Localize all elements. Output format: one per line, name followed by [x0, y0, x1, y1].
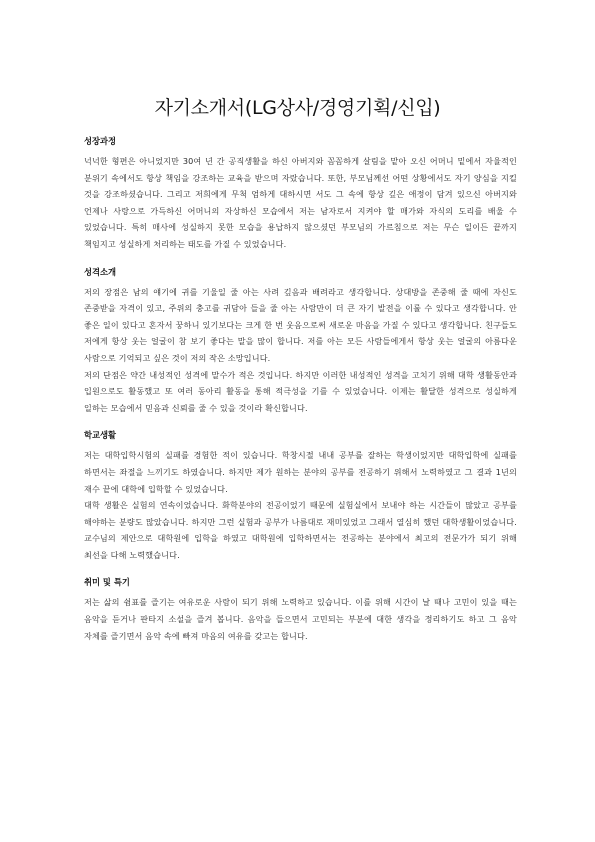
- section-school-life: [84, 430, 517, 563]
- section-heading: 성격소개: [84, 266, 117, 277]
- section-paragraph: 넉넉한 형편은 아니었지만 30여 년 간 공직생활을 하신 아버지와 꼼꼼하게 살림을 맡아 오신 어머니 밑에서 자율적인 분위기 속에서도 항상 책임을 강조하는 교육을 받으며 자랐습니다. 또한, 부모님께선 어떤 상황에서도 자기 양심을 지킬 것을 강조하셨습니다. 그리고 저희에게 무척 엄하게 대하시면 서도 그 속에 항상 깊은 애정이 담겨 있으신 아버지와 언제나 사랑으로 가득하신 어머니의 자상하신 모습에서 저는 남자로서 지켜야 할 매가와 자식의 도리를 배울 수 있었습니다. 특히 매사에 성실하지 못한 모습을 용납하지 않으셨던 부모님의 가르침으로 저는 무슨 일이든 끝까지 책임지고 성실하게 처리하는 태도를 가질 수 있었습니다.: [84, 156, 517, 249]
- section-paragraph: 저의 장점은 남의 얘기에 귀를 기울일 줄 아는 사려 깊음과 배려라고 생각합니다. 상대방을 존중해 줄 때에 자신도 존중받을 자격이 있고, 주위의 충고를 귀담아 들을 줄 아는 사람만이 더 큰 자기 발전을 이룰 수 있다고 생각합니다. 안 좋은 일이 있다고 혼자서 꿍하니 있기보다는 크게 한 번 웃음으로써 새로운 마음을 가질 수 있다고 생각합니다. 친구들도 저에게 항상 웃는 얼굴이 참 보기 좋다는 말을 많이 합니다. 저를 아는 모든 사람들에게서 항상 웃는 얼굴의 아름다운 사람으로 기억되고 싶은 것이 저의 작은 소망입니다.: [84, 286, 517, 363]
- section-paragraph: 저는 삶의 쉼표를 즐기는 여유로운 사람이 되기 위해 노력하고 있습니다. 이를 위해 시간이 날 때나 고민이 있을 때는 음악을 듣거나 판타지 소설을 즐겨 봅니다. 음악을 들으면서 고민되는 부분에 대한 생각을 정리하기도 하고 그 음악 자체를 즐기면서 음악 속에 빠져 마음의 여유를 갖고는 합니다.: [84, 597, 517, 641]
- section-hobbies: [84, 577, 517, 644]
- section-heading: 성장과정: [84, 136, 117, 146]
- section-heading: 취미 및 특기: [84, 577, 130, 588]
- document-body: [84, 136, 517, 658]
- section-personality: [84, 267, 517, 417]
- section-paragraph: 대학 생활은 실험의 연속이었습니다. 화학분야의 전공이었기 때문에 실험실에서 보내야 하는 시간들이 많았고 공부를 해야하는 분량도 많았습니다. 하지만 그런 실험과 공부가 나름대로 재미있었고 그래서 열심히 했던 대학생활이었습니다. 교수님의 제안으로 대학원에 입학을 하였고 대학원에 입학하면서는 전공하는 분야에서 최고의 전문가가 되기 위해 최선을 다해 노력했습니다.: [84, 500, 517, 560]
- document-title: 자기소개서(LG상사/경영기획/신입): [154, 97, 441, 119]
- section-heading: 학교생활: [84, 430, 117, 441]
- section-paragraph: 저는 대학입학시험의 실패를 경험한 적이 있습니다. 학창시절 내내 공부를 잘하는 학생이었지만 대학입학에 실패를 하면서는 좌절을 느끼기도 하였습니다. 하지만 제가 원하는 분야의 공부를 전공하기 위해서 노력하였고 그 결과 1년의 재수 끝에 대학에 입학할 수 있었습니다.: [84, 450, 517, 494]
- section-growth: [84, 136, 517, 253]
- section-paragraph: 저의 단점은 약간 내성적인 성격에 말수가 적은 것입니다. 하지만 이러한 내성적인 성격을 고치기 위해 대학 생활동안과 입원으로도 활동했고 또 여러 동아리 활동을 통해 적극성을 기를 수 있었습니다. 이제는 활달한 성격으로 성실하게 일하는 모습에서 믿음과 신뢰를 줄 수 있을 것이라 확신합니다.: [84, 369, 517, 413]
